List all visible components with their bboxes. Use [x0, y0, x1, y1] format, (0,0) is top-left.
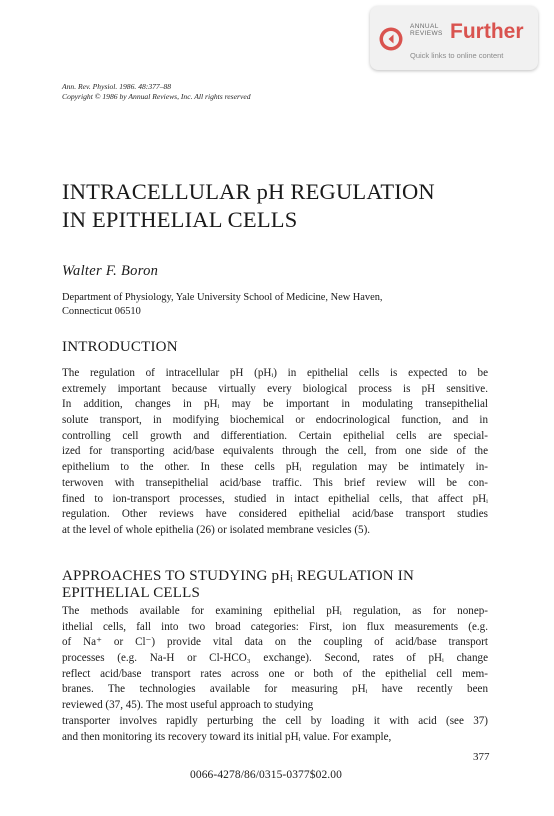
affiliation-line: Connecticut 06510	[62, 306, 141, 317]
affiliation-line: Department of Physiology, Yale University School of Medicine, New Haven,	[62, 292, 383, 303]
text-line: solute transport, in modifying biochemical or endocrinological function, and in	[62, 414, 488, 427]
text-line: reviewed (37, 45). The most useful approach to studying	[62, 699, 314, 712]
author-affiliation	[62, 291, 383, 319]
text-line: at the level of whole epithelia (26) or isolated membrane vesicles (5).	[62, 523, 371, 536]
further-subtitle: Quick links to online content	[410, 51, 504, 60]
article-code: 0066-4278/86/0315-0377$02.00	[190, 769, 342, 781]
text-line: controlling cell growth and differentiation. Certain epithelial cells are special-	[62, 429, 488, 442]
further-wordmark: Further	[450, 20, 524, 43]
annual-reviews-label: ANNUAL REVIEWS	[410, 23, 443, 37]
text-line: terwoven with transepithelial acid/base traffic. This brief review will be con-	[62, 476, 488, 489]
arrow-circle-icon	[379, 27, 403, 51]
text-line: and then monitoring its recovery toward its initial pHᵢ value. For example,	[62, 730, 392, 743]
text-line: The methods available for examining epithelial pHᵢ regulation, as for nonep-	[62, 605, 488, 617]
text-line: ized for transporting acid/base equivalents through the cell, from one side of the	[62, 445, 488, 458]
introduction-paragraph	[62, 366, 488, 539]
text-line: of Na⁺ or Cl⁻) provide vital data on the coupling of acid/base transport	[62, 636, 488, 649]
text-line: ithelial cells, fall into two broad categories: First, ion flux measurements (e.g.	[62, 620, 488, 633]
text-line: epithelium to the other. In these cells pHᵢ regulation may be intimately in-	[62, 461, 488, 474]
author-name: Walter F. Boron	[62, 263, 159, 279]
text-line: In addition, changes in pHᵢ may be important in modulating transepithelial	[62, 398, 488, 411]
text-line: extremely important because virtually every biological process is pH sensitive.	[62, 382, 488, 395]
section-heading-approaches: APPROACHES TO STUDYING pHᵢ REGULATION IN EPITHELIAL CELLS	[62, 568, 414, 601]
title-line: IN EPITHELIAL CELLS	[62, 207, 298, 232]
text-line: processes (e.g. Na-H or Cl-HCO₃ exchange). Second, rates of pHᵢ change	[62, 652, 488, 665]
citation-line: Ann. Rev. Physiol. 1986. 48:377–88	[62, 82, 172, 91]
text-line: fined to ion-transport processes, studied in intact epithelial cells, that affect pHᵢ	[62, 492, 488, 505]
annual-reviews-further-badge[interactable]	[370, 6, 538, 70]
text-line: regulation. Other reviews have considered epithelial acid/base transport studies	[62, 508, 488, 521]
copyright-line: Copyright © 1986 by Annual Reviews, Inc. All rights reserved	[62, 92, 251, 101]
article-title	[62, 178, 435, 234]
page-number: 377	[473, 751, 490, 763]
text-line: reflect acid/base transport rates across one or both of the epithelial cell mem-	[62, 667, 488, 680]
text-line: branes. The technologies available for measuring pHᵢ have recently been	[62, 683, 488, 696]
text-line: The regulation of intracellular pH (pHᵢ) in epithelial cells is expected to be	[62, 367, 488, 379]
title-line: INTRACELLULAR pH REGULATION	[62, 179, 435, 204]
section-heading-introduction: INTRODUCTION	[62, 339, 178, 355]
text-line: transporter involves rapidly perturbing the cell by loading it with acid (see 37)	[62, 714, 488, 727]
approaches-paragraph	[62, 604, 488, 745]
citation	[62, 82, 251, 102]
